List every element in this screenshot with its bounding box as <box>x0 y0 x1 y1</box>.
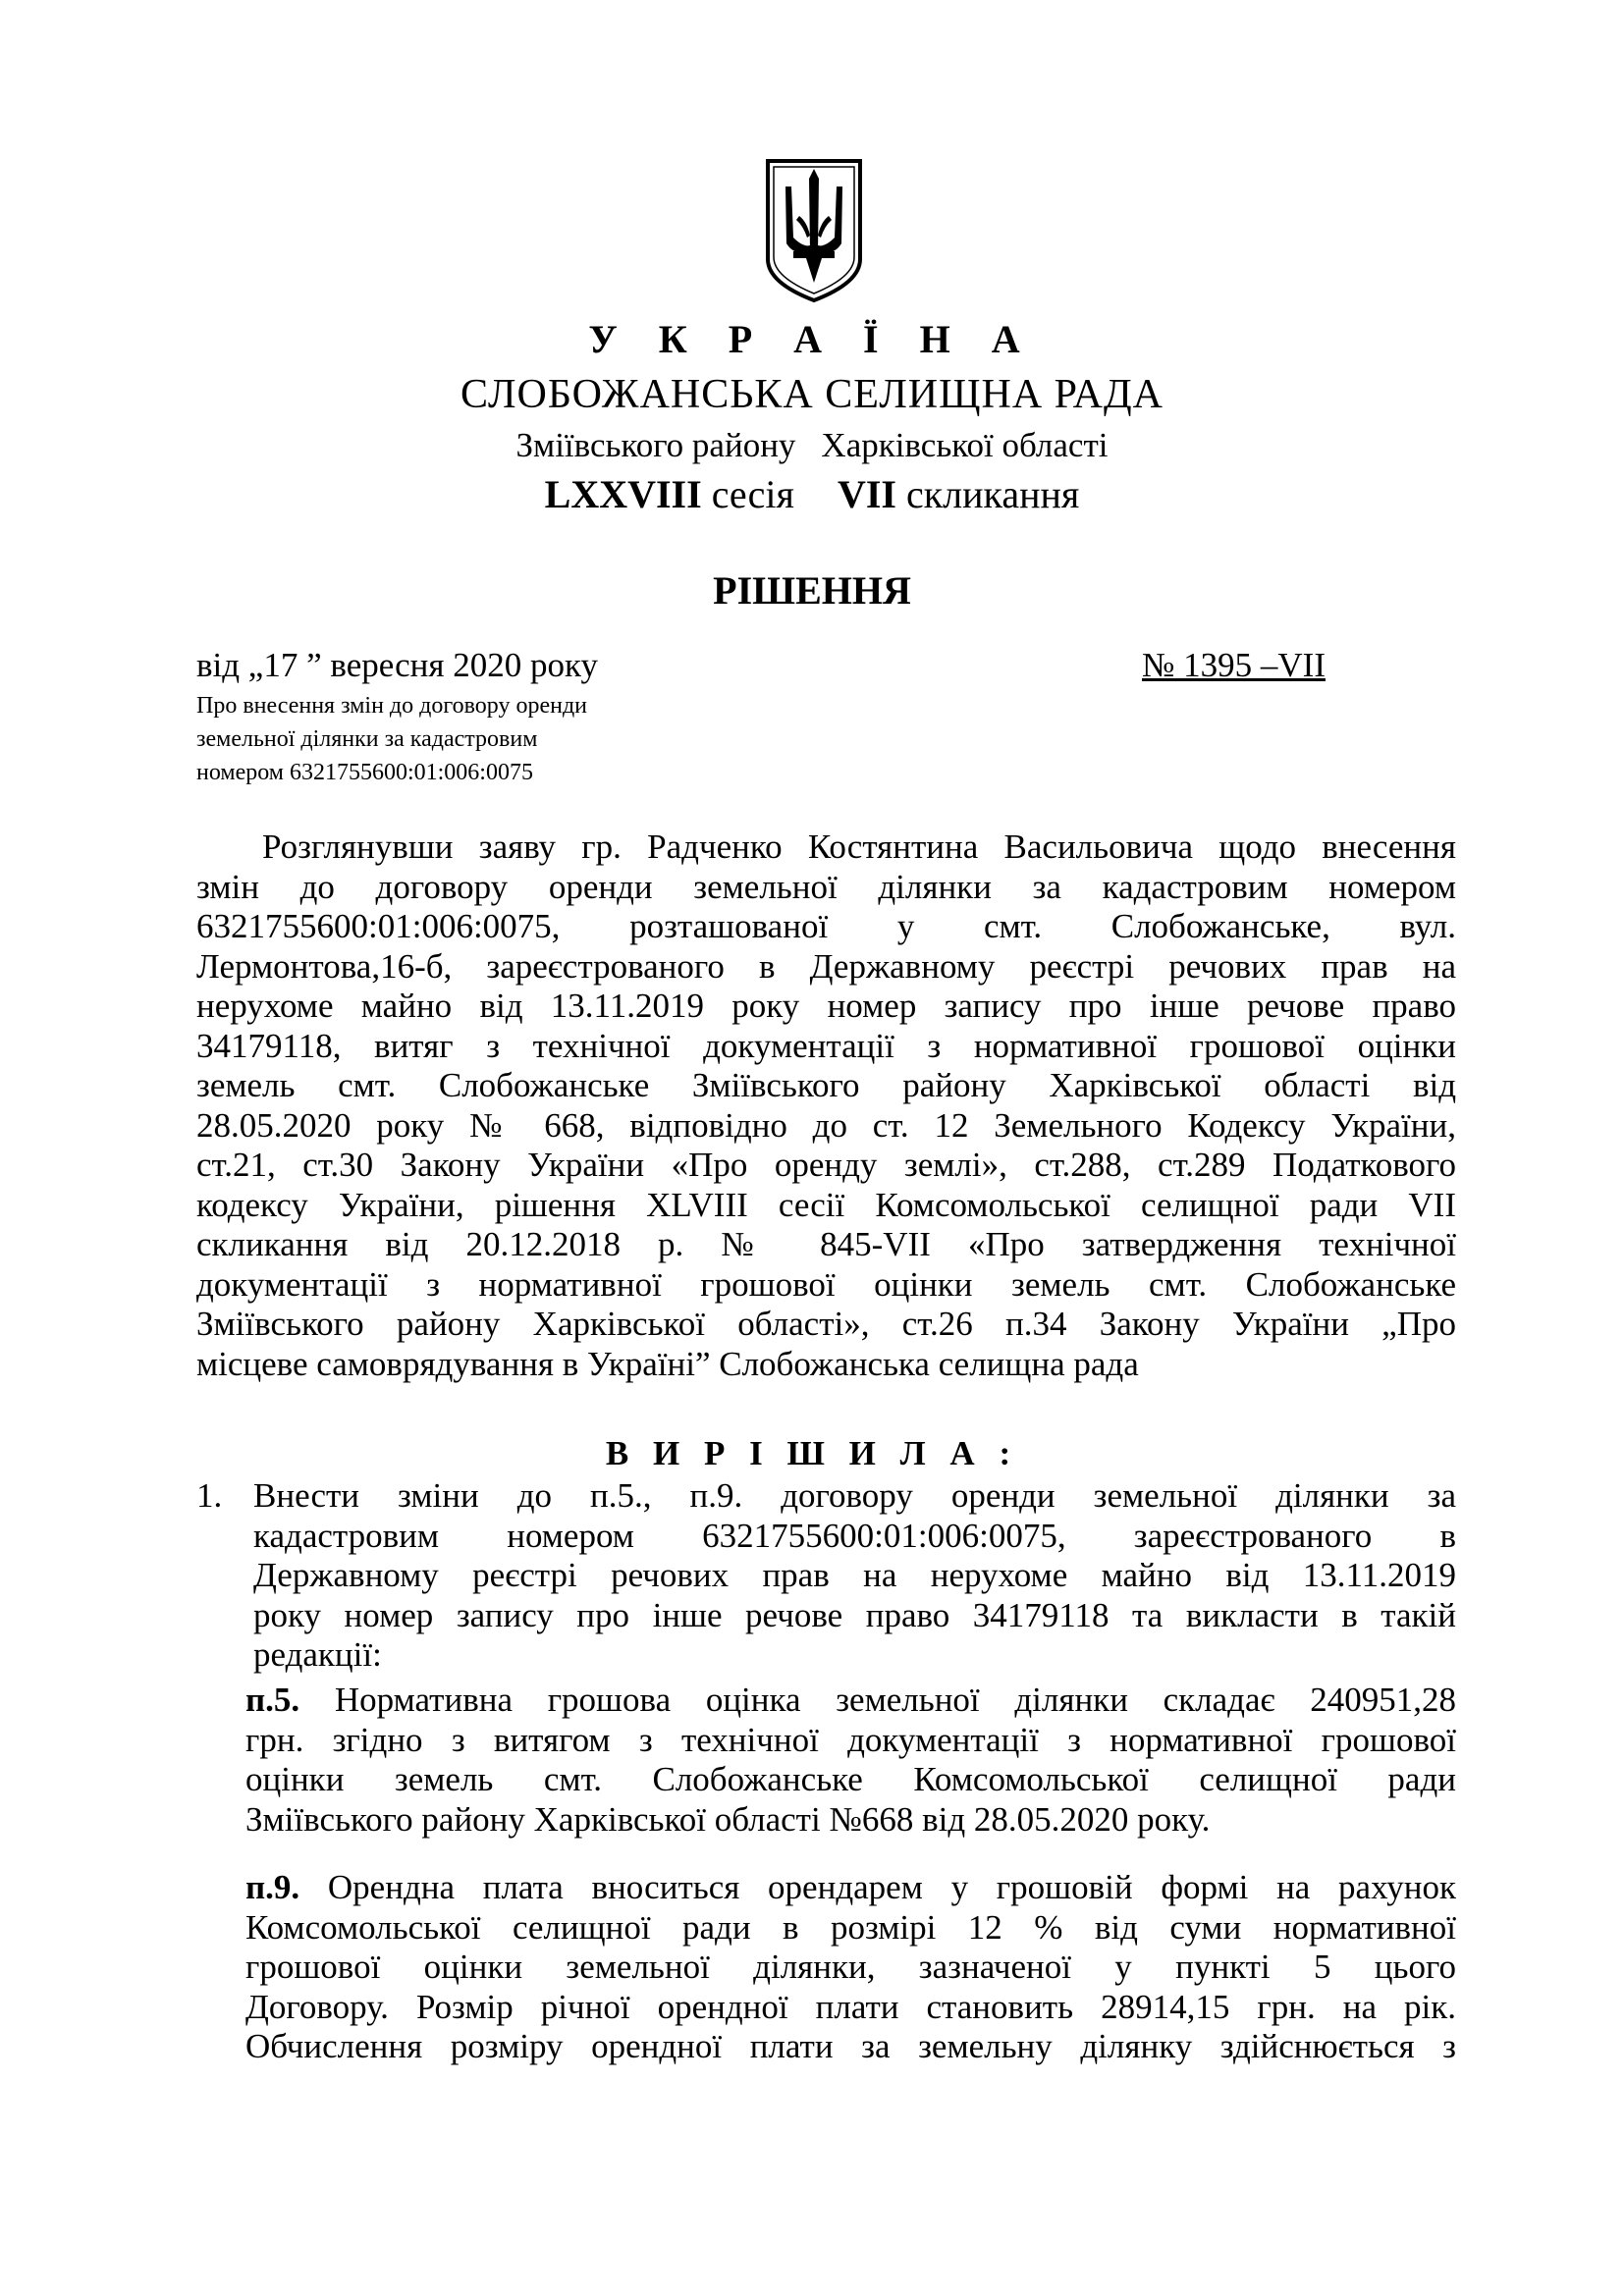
subject-line: земельної ділянки за кадастровим <box>196 726 538 752</box>
item-line: Державному реєстрі речових прав на нерухоме майно від 13.11.2019 <box>253 1556 1456 1594</box>
clause-line: Обчислення розміру орендної плати за земельну ділянку здійснюється з <box>245 2027 1456 2065</box>
clause-line: грошової оцінки земельної ділянки, зазначеної у пункті 5 цього <box>245 1948 1456 1986</box>
paragraph-line: 34179118, витяг з технічної документації з нормативної грошової оцінки <box>196 1026 1456 1065</box>
clause-label: п.9. <box>245 1868 300 1906</box>
clause-9 <box>245 1868 1456 2067</box>
paragraph-line: нерухоме майно від 13.11.2019 року номер запису про інше речове право <box>196 987 1456 1025</box>
clause-text: Нормативна грошова оцінка земельної ділянки складає 240951,28 <box>299 1681 1456 1719</box>
session-number: LXXVIII <box>544 472 702 516</box>
clause-line: Зміївського району Харківської області №668 від 28.05.2020 року. <box>245 1799 1211 1839</box>
paragraph-line: скликання від 20.12.2018 р. № 845-VII «Про затвердження технічної <box>196 1225 1456 1263</box>
paragraph-line: змін до договору оренди земельної ділянки за кадастровим номером <box>196 867 1456 906</box>
clause-5 <box>245 1681 1456 1840</box>
item-line: року номер запису про інше речове право 34179118 та викласти в такій <box>253 1595 1456 1634</box>
resolution-item-1 <box>196 1476 1456 1676</box>
clause-label: п.5. <box>245 1681 300 1719</box>
district-name: Зміївського району <box>515 426 796 464</box>
decision-date: від „17 ” вересня 2020 року <box>196 646 599 684</box>
session-line <box>0 471 1624 517</box>
decision-subject <box>196 689 587 789</box>
clause-line: Комсомольської селищної ради в розмірі 12 % від суми нормативної <box>245 1907 1456 1947</box>
item-number: 1. <box>196 1476 223 1515</box>
session-word: сесія <box>711 472 794 516</box>
paragraph-line: 28.05.2020 року № 668, відповідно до ст. 12 Земельного Кодексу України, <box>196 1105 1456 1145</box>
decision-number: № 1395 –VII <box>1142 646 1326 684</box>
clause-line: оцінки земель смт. Слобожанське Комсомольської селищної ради <box>245 1760 1456 1798</box>
item-line: Внести зміни до п.5., п.9. договору оренди земельної ділянки за <box>253 1476 1456 1515</box>
paragraph-line: Розглянувши заяву гр. Радченко Костянтина Васильовича щодо внесення <box>262 828 1456 866</box>
paragraph-line: 6321755600:01:006:0075, розташованої у смт. Слобожанське, вул. <box>196 907 1456 945</box>
paragraph-line: Зміївського району Харківської області», ст.26 п.34 Закону України „Про <box>196 1305 1456 1343</box>
item-line: кадастровим номером 6321755600:01:006:0075, зареєстрованого в <box>253 1516 1456 1555</box>
paragraph-line: земель смт. Слобожанське Зміївського району Харківської області від <box>196 1066 1456 1104</box>
subject-line: Про внесення змін до договору оренди <box>196 693 587 719</box>
preamble-paragraph <box>196 828 1456 1384</box>
decision-title: РІШЕННЯ <box>713 568 911 613</box>
paragraph-line: кодексу України, рішення XLVIII сесії Комсомольської селищної ради VII <box>196 1185 1456 1224</box>
council-name: СЛОБОЖАНСЬКА СЕЛИЩНА РАДА <box>460 372 1164 417</box>
district-line <box>0 426 1624 465</box>
coat-of-arms-icon <box>764 157 864 304</box>
paragraph-line: місцеве самоврядування в Україні” Слобожанська селищна рада <box>196 1344 1139 1383</box>
subject-line: номером 6321755600:01:006:0075 <box>196 760 533 785</box>
clause-line <box>245 1681 1456 1721</box>
paragraph-line: документації з нормативної грошової оцінки земель смт. Слобожанське <box>196 1264 1456 1304</box>
convocation-number: VII <box>837 472 896 516</box>
clause-line <box>245 1868 1456 1908</box>
clause-line: Договору. Розмір річної орендної плати становить 28914,15 грн. на рік. <box>245 1987 1456 2026</box>
resolved-heading: В И Р І Ш И Л А : <box>605 1434 1019 1472</box>
country-heading: У К Р А Ї Н А <box>588 317 1036 361</box>
clause-line: грн. згідно з витягом з технічної документації з нормативної грошової <box>245 1720 1456 1759</box>
paragraph-line: ст.21, ст.30 Закону України «Про оренду землі», ст.288, ст.289 Податкового <box>196 1146 1456 1184</box>
paragraph-line: Лермонтова,16-б, зареєстрованого в Державному реєстрі речових прав на <box>196 946 1456 986</box>
item-line: редакції: <box>253 1635 382 1674</box>
convocation-word: скликання <box>905 472 1080 516</box>
region-name: Харківської області <box>821 426 1109 464</box>
clause-text: Орендна плата вноситься орендарем у грошовій формі на рахунок <box>299 1868 1456 1906</box>
